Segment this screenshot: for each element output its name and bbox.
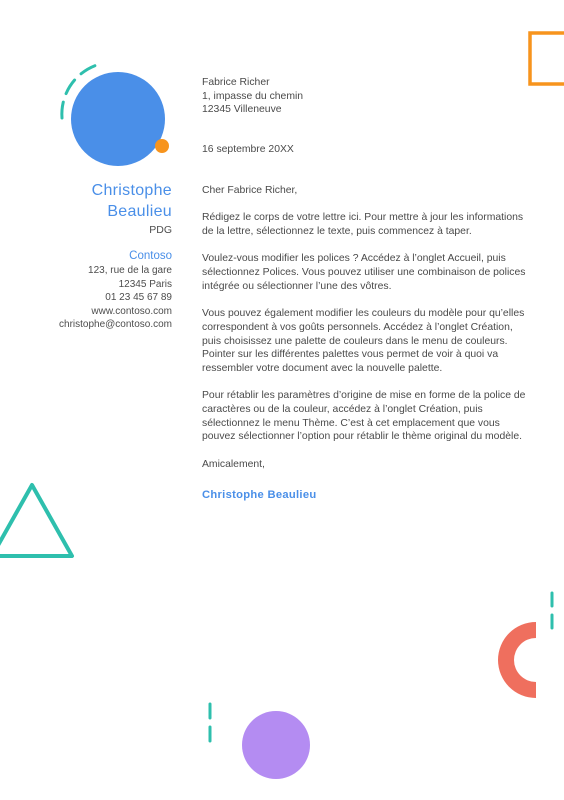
salutation: Cher Fabrice Richer, bbox=[202, 184, 298, 196]
letter-body bbox=[202, 76, 532, 502]
closing: Amicalement, bbox=[202, 458, 265, 470]
orange-dot bbox=[155, 139, 169, 153]
sender-first-name: Christophe bbox=[91, 182, 172, 199]
letter-date: 16 septembre 20XX bbox=[202, 144, 294, 156]
paragraph-3: Vous pouvez également modifier les couleurs du modèle pour qu’elles correspondent à vos goûts personnels. Accédez à l’onglet Création, puis choisissez une palette de couleurs dans le menu de couleurs. Pointer sur les différentes palettes vous permet de voir à quoi va ressembler votre document avec la nouvelle palette. bbox=[202, 308, 525, 374]
paragraph-2: Voulez-vous modifier les polices ? Accédez à l’onglet Accueil, puis sélectionnez Polices. Vous pouvez utiliser une combinaison de polices intégrée ou sélectionner l’une des vôtres. bbox=[202, 253, 526, 292]
sender-website: www.contoso.com bbox=[91, 305, 172, 317]
company-name: Contoso bbox=[129, 250, 172, 262]
signature: Christophe Beaulieu bbox=[202, 488, 317, 501]
recipient-city: 12345 Villeneuve bbox=[202, 104, 282, 116]
sender-block bbox=[20, 180, 172, 332]
purple-circle bbox=[242, 711, 310, 779]
sender-name bbox=[20, 180, 172, 222]
sender-last-name: Beaulieu bbox=[107, 203, 172, 220]
recipient-name: Fabrice Richer bbox=[202, 77, 270, 88]
sender-role: PDG bbox=[149, 224, 172, 236]
recipient-address: 1, impasse du chemin bbox=[202, 90, 304, 102]
paragraph-4: Pour rétablir les paramètres d’origine de mise en forme de la police de caractères ou de la couleur, accédez à l’onglet Création, puis sélectionnez le menu Thème. C’est à cet emplacement que vous pouvez sélectionner l’option pour rétablir le thème original du modèle. bbox=[202, 390, 526, 443]
blue-circle bbox=[71, 72, 165, 166]
sender-phone: 01 23 45 67 89 bbox=[105, 292, 172, 303]
sender-address: 123, rue de la gare bbox=[88, 265, 172, 276]
paragraph-1: Rédigez le corps de votre lettre ici. Pour mettre à jour les informations de la lettre, sélectionnez le texte, puis commencez à taper. bbox=[202, 212, 524, 237]
coral-half-ring bbox=[498, 622, 536, 698]
recipient-block bbox=[202, 76, 532, 117]
sender-city: 12345 Paris bbox=[118, 278, 172, 290]
teal-triangle-outline bbox=[0, 485, 72, 556]
sender-email: christophe@contoso.com bbox=[59, 319, 172, 330]
orange-square-outline bbox=[530, 33, 564, 84]
